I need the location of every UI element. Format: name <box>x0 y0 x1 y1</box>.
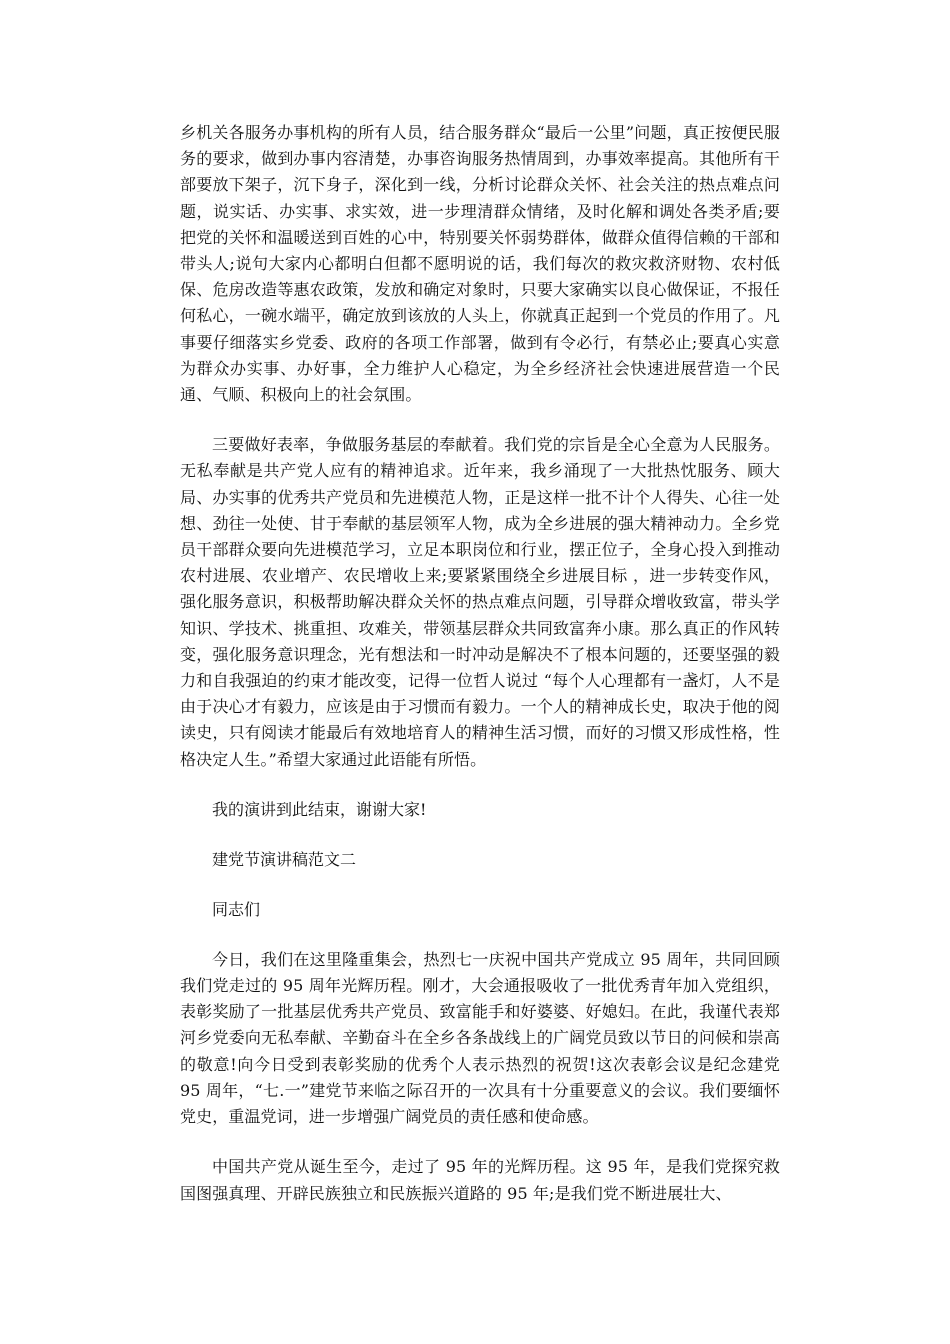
paragraph-service-requirements: 乡机关各服务办事机构的所有人员，结合服务群众“最后一公里”问题，真正按便民服务的要求，做到办事内容清楚，办事咨询服务热情周到，办事效率提高。其他所有干部要放下架子，沉下身子，深化到一线，分析讨论群众关怀、社会关注的热点难点问题，说实话、办实事、求实效，进一步理清群众情绪，及时化解和调处各类矛盾;要把党的关怀和温暖送到百姓的心中，特别要关怀弱势群体，做群众值得信赖的干部和带头人;说句大家内心都明白但都不愿明说的话，我们每次的救灾救济财物、农村低保、危房改造等惠农政策，发放和确定对象时，只要大家确实以良心做保证，不报任何私心，一碗水端平，确定放到该放的人头上，你就真正起到一个党员的作用了。凡事要仔细落实乡党委、政府的各项工作部署，做到有令必行，有禁必止;要真心实意为群众办实事、办好事，全力维护人心稳定，为全乡经济社会快速进展营造一个民通、气顺、积极向上的社会氛围。 <box>180 123 780 405</box>
salutation: 同志们 <box>212 899 261 919</box>
section-title: 建党节演讲稿范文二 <box>212 849 357 869</box>
paragraph-set-example: 三要做好表率，争做服务基层的奉献着。我们党的宗旨是全心全意为人民服务。无私奉献是共产党人应有的精神追求。近年来，我乡涌现了一大批热忱服务、顾大局、办实事的优秀共产党员和先进模范人物，正是这样一批不计个人得失、心往一处想、劲往一处使、甘于奉献的基层领军人物，成为全乡进展的强大精神动力。全乡党员干部群众要向先进模范学习，立足本职岗位和行业，摆正位子，全身心投入到推动农村进展、农业增产、农民增收上来;要紧紧围绕全乡进展目标 ，进一步转变作风，强化服务意识，积极帮助解决群众关怀的热点难点问题，引导群众增收致富，带头学知识、学技术、挑重担、攻难关，带领基层群众共同致富奔小康。那么真正的作风转变，强化服务意识理念，光有想法和一时冲动是解决不了根本问题的，还要坚强的毅力和自我强迫的约束才能改变，记得一位哲人说过 “每个人心理都有一盏灯，人不是由于决心才有毅力，应该是由于习惯而有毅力。一个人的精神成长史，取决于他的阅读史，只有阅读才能最后有效地培育人的精神生活习惯，而好的习惯又形成性格，性格决定人生。”希望大家通过此语能有所悟。 <box>180 435 780 769</box>
paragraph-history: 中国共产党从诞生至今，走过了 95 年的光辉历程。这 95 年，是我们党探究救国图强真理、开辟民族独立和民族振兴道路的 95 年;是我们党不断进展壮大、 <box>180 1157 780 1203</box>
paragraph-closing: 我的演讲到此结束，谢谢大家! <box>212 799 427 819</box>
paragraph-gathering: 今日，我们在这里隆重集会，热烈七一庆祝中国共产党成立 95 周年，共同回顾我们党走过的 95 周年光辉历程。刚才，大会通报吸收了一批优秀青年加入党组织，表彰奖励了一批基层优秀共产党员、致富能手和好婆婆、好媳妇。在此，我谨代表郑河乡党委向无私奉献、辛勤奋斗在全乡各条战线上的广阔党员致以节日的问候和崇高的敬意!向今日受到表彰奖励的优秀个人表示热烈的祝贺!这次表彰会议是纪念建党 95 周年，“七.一”建党节来临之际召开的一次具有十分重要意义的会议。我们要缅怀党史，重温党词，进一步增强广阔党员的责任感和使命感。 <box>180 949 780 1127</box>
document-page <box>180 120 780 1231</box>
